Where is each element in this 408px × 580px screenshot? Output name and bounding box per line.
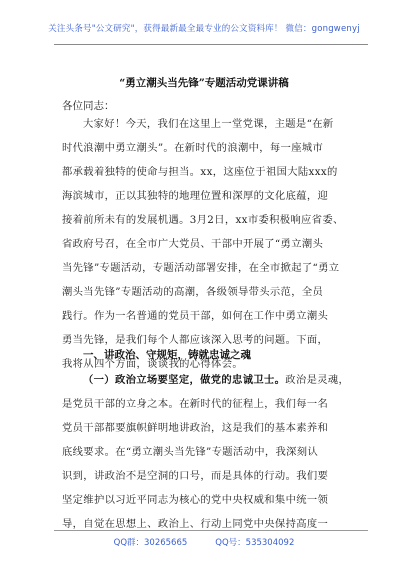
text-line: 导，自觉在思想上、政治上、行动上同党中央保持高度一 [62, 518, 329, 530]
footer [0, 536, 408, 548]
text-line: 海滨城市，正以其独特的地理位置和深厚的文化底蕴，迎 [62, 190, 329, 202]
salutation: 各位同志： [62, 100, 115, 112]
text-line: 潮头当先锋”专题活动的高潮，各级领导带头示范，全员 [62, 286, 324, 298]
text-line: 是党员干部的立身之本。在新时代的征程上，我们每一名 [62, 398, 329, 410]
text-line: 接着前所未有的发展机遇。3月2日，xx市委积极响应省委、 [62, 214, 344, 226]
header-divider [54, 44, 368, 45]
section-heading: 一、讲政治、守规矩，铸就忠诚之魂 [83, 349, 251, 361]
text-line: 识到，讲政治不是空洞的口号，而是具体的行动。我们要 [62, 470, 329, 482]
document-title: “勇立潮头当先锋”专题活动党课讲稿 [119, 77, 289, 89]
footer-qq-group: QQ群：30265665 [113, 538, 188, 548]
subheading-tail: 政治是灵魂， [285, 374, 350, 386]
text-line: 践行。作为一名普通的党员干部，如何在工作中勇立潮头 [62, 310, 329, 322]
text-line [62, 368, 358, 392]
text-line: 时代浪潮中勇立潮头”。在新时代的浪潮中，每一座城市 [62, 142, 324, 154]
text-line: 当先锋”专题活动，专题活动部署安排，在全市掀起了“勇立 [62, 262, 340, 274]
text-line: 坚定维护以习近平同志为核心的党中央权威和集中统一领 [62, 494, 329, 506]
text-line: 省政府号召，在全市广大党员、干部中开展了“勇立潮头 [62, 238, 324, 250]
text-line: 大家好！今天，我们在这里上一堂党课，主题是“在新 [83, 118, 334, 130]
text-line: 我将从四个方面，谈谈我的心得体会。 [62, 358, 243, 370]
paragraph-political [62, 368, 358, 536]
subheading: （一）政治立场要坚定，做党的忠诚卫士。 [83, 374, 286, 386]
footer-qq: QQ号：535304092 [215, 538, 295, 548]
paragraph-intro [62, 112, 358, 376]
text-line: 党员干部都要旗帜鲜明地讲政治，这是我们的基本素养和 [62, 422, 329, 434]
text-line: 勇当先锋，是我们每个人都应该深入思考的问题。下面， [62, 334, 329, 346]
text-line: 底线要求。在“勇立潮头当先锋”专题活动中，我深刻认 [62, 446, 319, 458]
footer-divider [54, 530, 368, 531]
header-banner: 关注头条号"公文研究"，获得最新最全最专业的公文资料库！ 微信：gongwenyj [48, 24, 360, 34]
text-line: 都承载着独特的使命与担当。xx，这座位于祖国大陆xxx的 [62, 166, 338, 178]
